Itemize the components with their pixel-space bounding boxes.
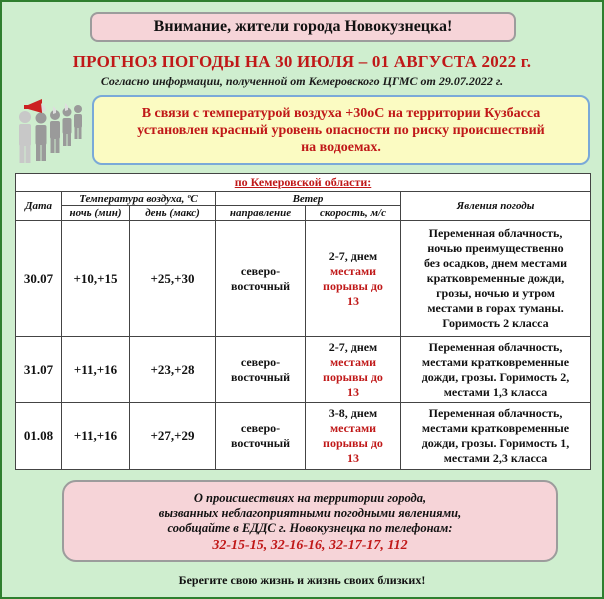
header-speed: скорость, м/с: [306, 206, 401, 221]
phenomena-line: без осадков, днем местами: [423, 256, 568, 270]
speed-gust: порывы до: [323, 436, 383, 450]
phenomena-line: дожди, грозы. Горимость 1,: [421, 436, 570, 450]
direction-line: северо-: [240, 263, 281, 278]
header-phenomena: Явления погоды: [401, 192, 591, 221]
megaphone-people-icon: [12, 95, 88, 165]
row-day-temp: +27,+29: [130, 403, 216, 470]
phenomena-line: Переменная облачность,: [428, 339, 563, 354]
speed-gust: 13: [347, 451, 359, 465]
phenomena-line: грозы, ночью и утром: [436, 286, 555, 300]
speed-gust: порывы до: [323, 278, 383, 293]
row-date: 31.07: [16, 337, 62, 403]
phenomena-line: местами 1,3 класса: [443, 384, 548, 399]
attention-banner: [90, 12, 516, 42]
phone-numbers: 32-15-15, 32-16-16, 32-17-17, 112: [212, 538, 408, 553]
header-day: день (макс): [130, 206, 216, 221]
speed-gust: местами: [329, 263, 377, 278]
row-phenomena: [401, 403, 591, 470]
speed-gust: местами: [329, 354, 377, 369]
direction-line: северо-: [240, 421, 281, 435]
table-row: [16, 403, 591, 470]
emergency-notice: [62, 480, 558, 562]
phenomena-line: Переменная облачность,: [428, 226, 563, 240]
header-temperature: Температура воздуха, ºС: [62, 192, 216, 206]
row-wind-speed: [306, 337, 401, 403]
speed-base: 2-7, днем: [328, 339, 378, 354]
row-night-temp: +11,+16: [62, 337, 130, 403]
direction-line: восточный: [230, 369, 291, 384]
header-wind: Ветер: [216, 192, 401, 206]
phenomena-line: дожди, грозы. Горимость 2,: [421, 369, 570, 384]
phenomena-line: Переменная облачность,: [428, 406, 563, 420]
direction-line: северо-: [240, 354, 281, 369]
notice-line: сообщайте в ЕДДС г. Новокузнецка по телефонам:: [167, 521, 453, 535]
row-wind-direction: [216, 221, 306, 337]
phenomena-line: ночью преимущественно: [427, 241, 564, 255]
forecast-table: [15, 173, 591, 470]
footer-slogan: Берегите свою жизнь и жизнь своих близких!: [178, 573, 426, 587]
row-date: 30.07: [16, 221, 62, 337]
phenomena-line: местами кратковременные: [421, 354, 570, 369]
row-night-temp: +11,+16: [62, 403, 130, 470]
header-direction: направление: [216, 206, 306, 221]
table-row: [16, 337, 591, 403]
row-phenomena: [401, 337, 591, 403]
speed-gust: порывы до: [323, 369, 383, 384]
speed-gust: местами: [329, 421, 377, 435]
phenomena-line: местами кратковременные: [421, 421, 570, 435]
header-date: Дата: [16, 192, 62, 221]
speed-base: 3-8, днем: [328, 406, 378, 420]
phenomena-line: Горимость 2 класса: [442, 316, 549, 330]
row-wind-speed: [306, 221, 401, 337]
row-wind-direction: [216, 337, 306, 403]
row-phenomena: [401, 221, 591, 337]
speed-gust: 13: [347, 293, 359, 308]
row-day-temp: +23,+28: [130, 337, 216, 403]
direction-line: восточный: [230, 436, 291, 450]
alert-line: установлен красный уровень опасности по риску происшествий: [137, 122, 545, 138]
region-header: по Кемеровской области:: [16, 174, 591, 192]
alert-line: В связи с температурой воздуха +30оС на территории Кузбасса: [141, 105, 541, 121]
row-night-temp: +10,+15: [62, 221, 130, 337]
banner-text: Внимание, жители города Новокузнецка!: [153, 18, 453, 35]
alert-line: на водоемах.: [301, 139, 381, 155]
forecast-subtitle: Согласно информации, полученной от Кемеровского ЦГМС от 29.07.2022 г.: [100, 74, 504, 88]
notice-line: вызванных неблагоприятными погодными явлениями,: [158, 506, 462, 520]
notice-line: О происшествиях на территории города,: [193, 491, 427, 505]
row-date: 01.08: [16, 403, 62, 470]
speed-base: 2-7, днем: [328, 248, 378, 263]
danger-alert-box: [92, 95, 590, 165]
header-night: ночь (мин): [62, 206, 130, 221]
table-row: [16, 221, 591, 337]
row-day-temp: +25,+30: [130, 221, 216, 337]
phenomena-line: местами в горах туманы.: [427, 301, 564, 315]
direction-line: восточный: [230, 278, 291, 293]
phenomena-line: местами 2,3 класса: [443, 451, 548, 465]
row-wind-speed: [306, 403, 401, 470]
row-wind-direction: [216, 403, 306, 470]
speed-gust: 13: [347, 384, 359, 399]
phenomena-line: кратковременные дожди,: [426, 271, 565, 285]
forecast-title: ПРОГНОЗ ПОГОДЫ НА 30 ИЮЛЯ – 01 АВГУСТА 2022 г.: [72, 52, 532, 71]
